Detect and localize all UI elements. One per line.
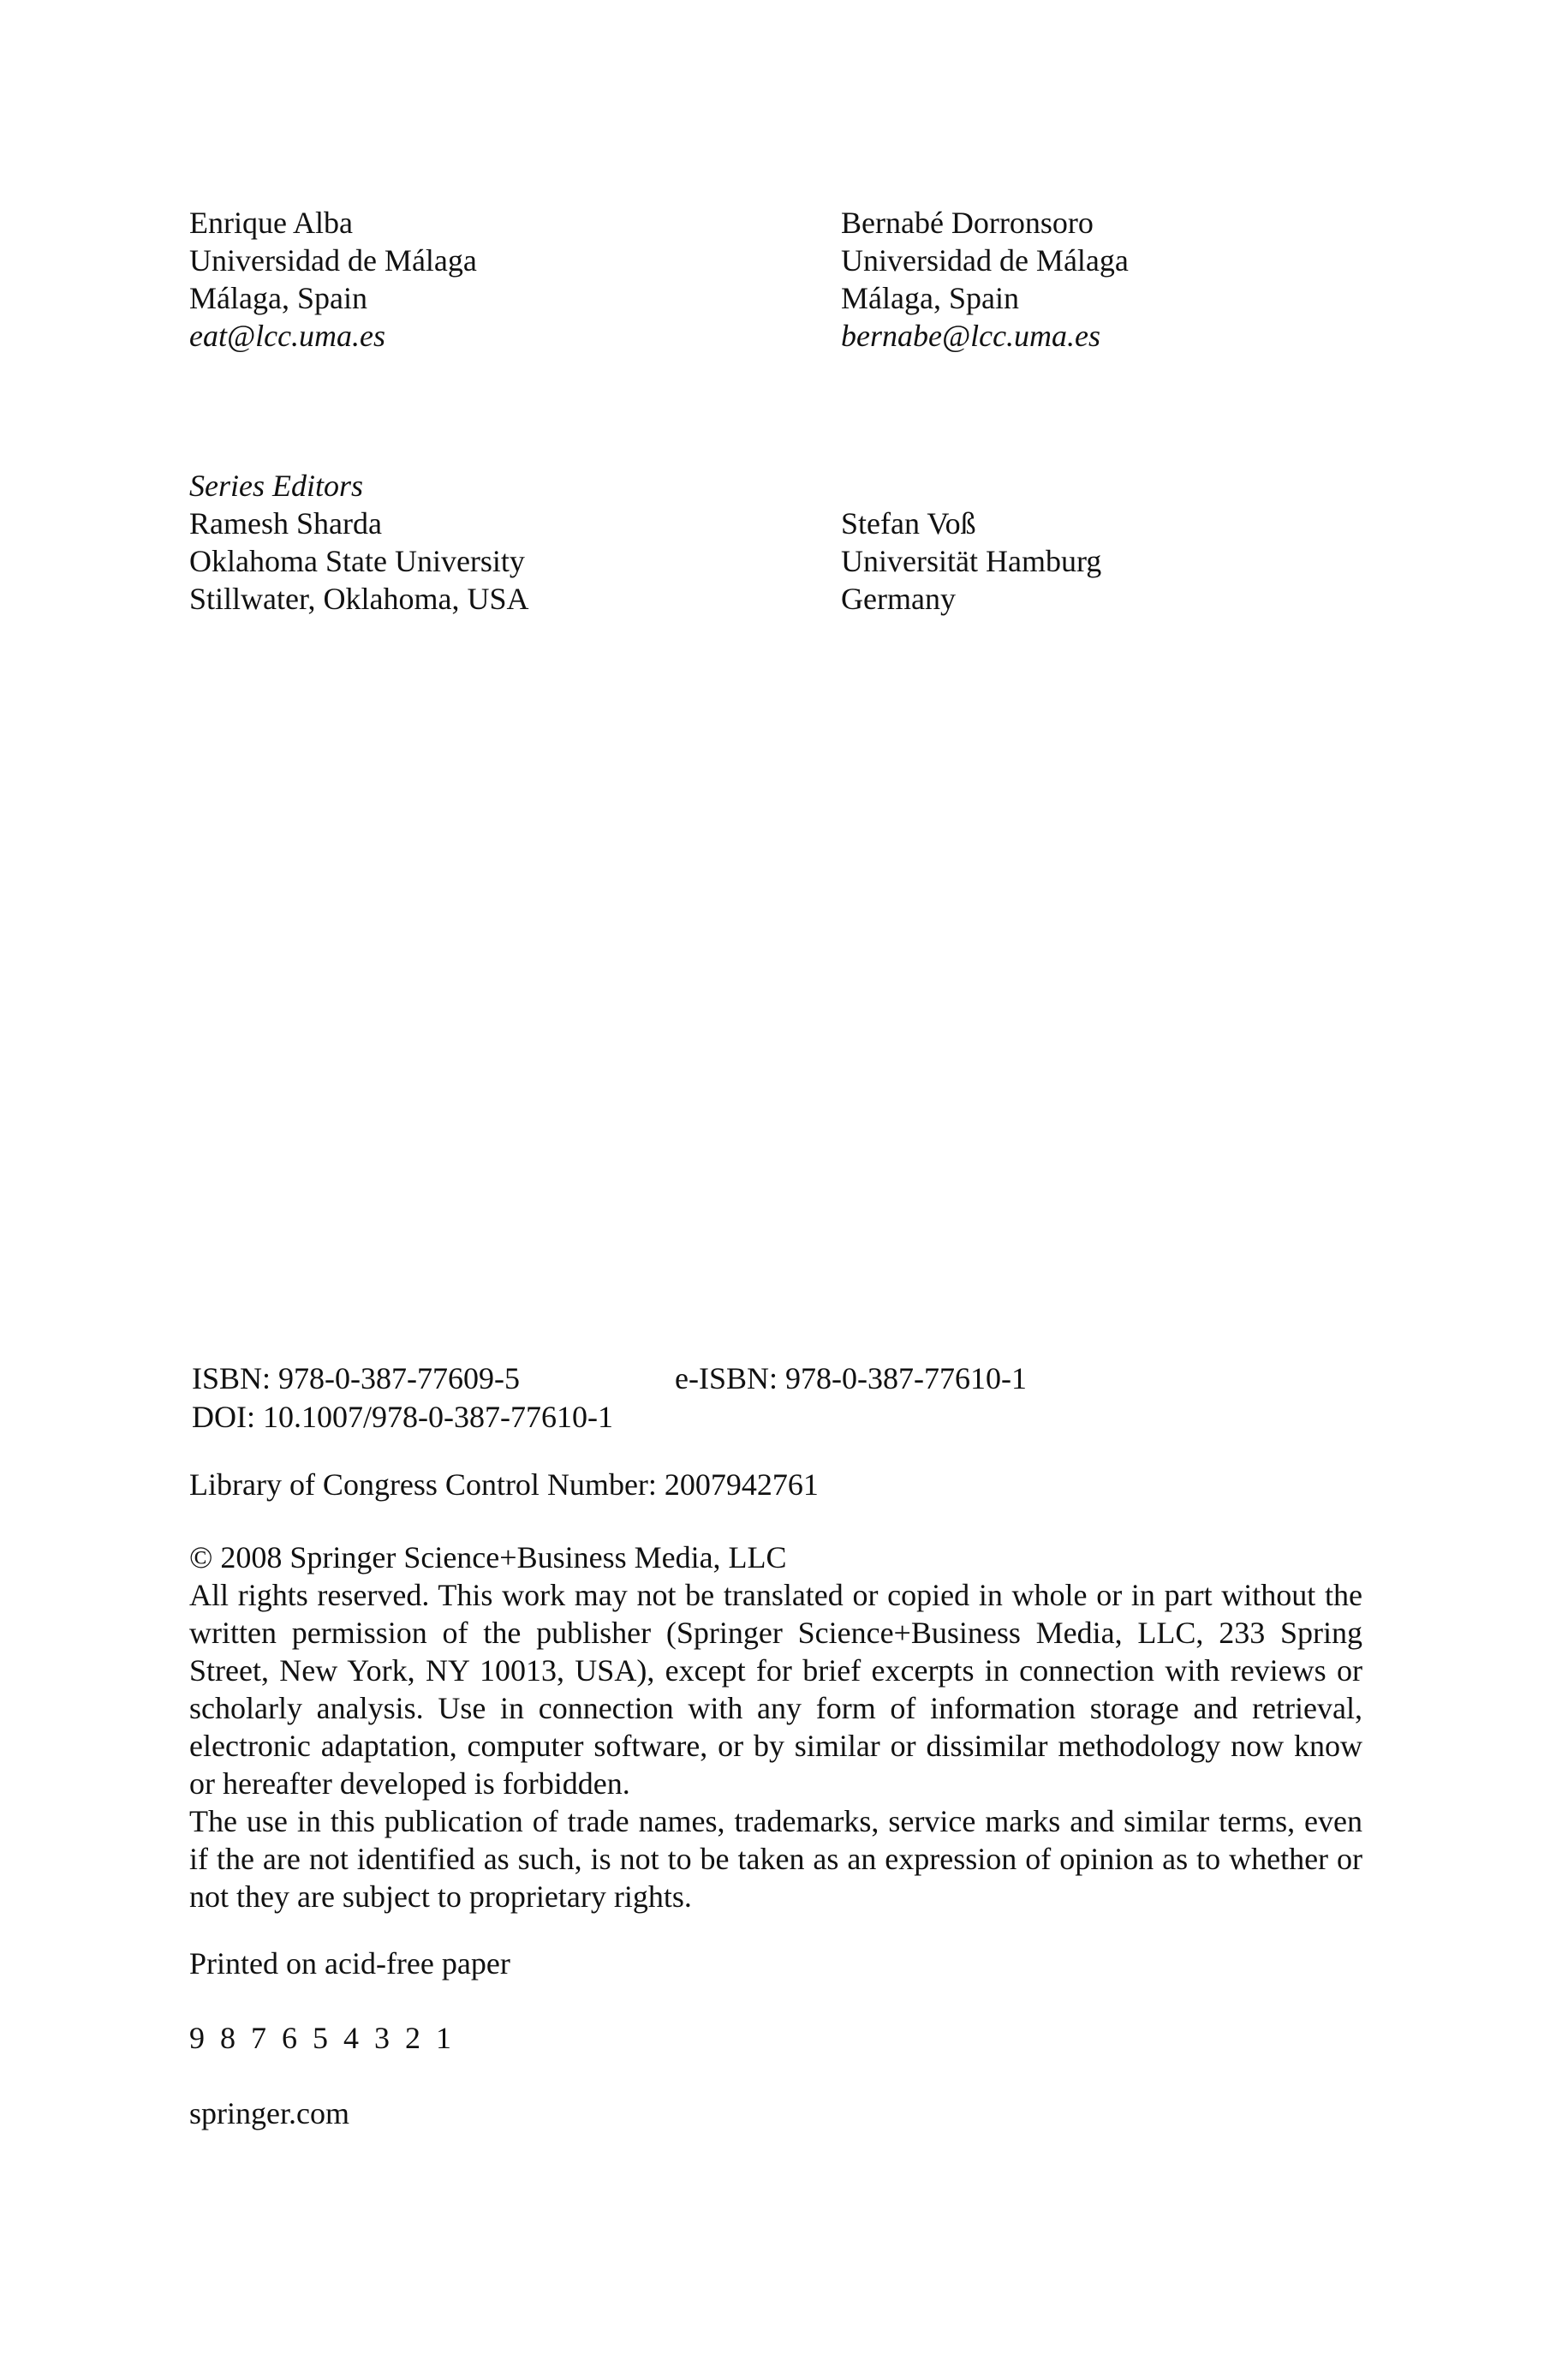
- author-name: Bernabé Dorronsoro: [841, 206, 1094, 240]
- print-number: 2: [405, 2021, 420, 2055]
- author-block-alba: [189, 204, 477, 355]
- publisher-website: springer.com: [189, 2096, 349, 2130]
- print-number: 1: [436, 2021, 451, 2055]
- editor-affiliation: Universität Hamburg: [841, 544, 1102, 578]
- printed-on-note: Printed on acid-free paper: [189, 1946, 510, 1981]
- copyright-notice: [189, 1539, 1362, 1915]
- editor-location: Germany: [841, 582, 956, 616]
- library-of-congress-number: Library of Congress Control Number: 2007942761: [189, 1467, 819, 1502]
- editor-affiliation: Oklahoma State University: [189, 544, 525, 578]
- author-affiliation: Universidad de Málaga: [189, 243, 477, 278]
- series-editor-block-voss: [841, 505, 1101, 618]
- doi: DOI: 10.1007/978-0-387-77610-1: [192, 1400, 613, 1434]
- printer-key-line: [189, 2019, 467, 2057]
- author-affiliation: Universidad de Málaga: [841, 243, 1129, 278]
- trademark-paragraph: The use in this publication of trade names, trademarks, service marks and similar terms, even if the are not identified as such, is not to be taken as an expression of opinion as to whether or not they are subject to proprietary rights.: [189, 1804, 1362, 1914]
- editor-name: Stefan Voß: [841, 506, 976, 541]
- isbn: ISBN: 978-0-387-77609-5: [192, 1361, 520, 1395]
- author-name: Enrique Alba: [189, 206, 353, 240]
- series-editor-block-sharda: [189, 467, 529, 618]
- print-number: 4: [343, 2021, 359, 2055]
- author-block-dorronsoro: [841, 204, 1129, 355]
- print-number: 8: [220, 2021, 235, 2055]
- e-isbn: e-ISBN: 978-0-387-77610-1: [675, 1361, 1027, 1395]
- print-number: 6: [282, 2021, 297, 2055]
- print-number: 5: [313, 2021, 328, 2055]
- author-email: bernabe@lcc.uma.es: [841, 319, 1101, 353]
- editor-location: Stillwater, Oklahoma, USA: [189, 582, 529, 616]
- copyright-line: © 2008 Springer Science+Business Media, LLC: [189, 1540, 787, 1574]
- print-number: 7: [251, 2021, 266, 2055]
- author-location: Málaga, Spain: [841, 281, 1019, 315]
- print-number: 9: [189, 2021, 205, 2055]
- editor-name: Ramesh Sharda: [189, 506, 382, 541]
- author-location: Málaga, Spain: [189, 281, 367, 315]
- rights-paragraph: All rights reserved. This work may not be translated or copied in whole or in part without the written permission of the publisher (Springer Science+Business Media, LLC, 233 Spring Street, New York, NY 10013, USA), except for brief excerpts in connection with reviews or scholarly analysis. Use in connection with any form of information storage and retrieval, electronic adaptation, computer software, or by similar or dissimilar methodology now know or hereafter developed is forbidden.: [189, 1578, 1362, 1801]
- author-email: eat@lcc.uma.es: [189, 319, 386, 353]
- print-number: 3: [374, 2021, 390, 2055]
- series-editors-heading: Series Editors: [189, 469, 363, 503]
